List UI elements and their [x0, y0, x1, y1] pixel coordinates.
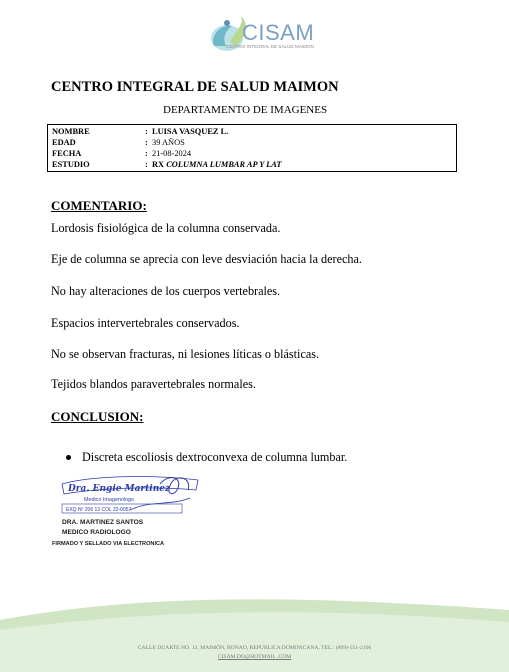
name-label: NOMBRE — [52, 127, 90, 136]
stamp-exequatur: EXQ Nº 206 13 COL 22-0057 — [66, 507, 132, 513]
footer-address: CALLE DUARTE NO. 13, MAIMÓN, BONAO, REPUBLICA DOMINICANA, TEL.: (809)-551-2106 — [137, 645, 372, 651]
date-colon: : — [145, 149, 148, 158]
doctor-block — [62, 518, 143, 537]
study-colon: : — [145, 160, 148, 169]
footer-email[interactable]: CISAM.DO@HOTMAIL .COM — [217, 654, 292, 660]
comment-line: No hay alteraciones de los cuerpos vertebrales. — [51, 284, 281, 298]
name-colon: : — [145, 127, 148, 136]
doctor-title: MEDICO RADIOLOGO — [62, 528, 131, 536]
age-colon: : — [145, 138, 148, 147]
department-title: DEPARTAMENTO DE IMAGENES — [163, 104, 328, 116]
logo-subtitle: CENTRO INTEGRAL DE SALUD MAIMON — [226, 44, 314, 49]
patient-info-box — [47, 124, 457, 172]
stamp-name: Dra. Engie Martinez — [68, 484, 171, 494]
comment-line: Espacios intervertebrales conservados. — [51, 316, 240, 330]
study-name: COLUMNA LUMBAR AP Y LAT — [166, 160, 282, 169]
date-label: FECHA — [52, 149, 82, 158]
comment-line: Lordosis fisiológica de la columna conservada. — [51, 221, 281, 235]
age-label: EDAD — [52, 138, 76, 147]
date-value: 21-08-2024 — [152, 149, 192, 158]
doctor-name: DRA. MARTINEZ SANTOS — [62, 519, 144, 526]
comment-line: Eje de columna se aprecia con leve desviación hacia la derecha. — [51, 252, 362, 266]
comment-line: No se observan fracturas, ni lesiones líticas o blásticas. — [51, 347, 320, 361]
signature-stamp — [60, 470, 200, 520]
conclusion-text: Discreta escoliosis dextroconvexa de columna lumbar. — [82, 450, 348, 464]
study-value — [152, 160, 281, 169]
comment-heading: COMENTARIO: — [51, 198, 147, 213]
page-title: CENTRO INTEGRAL DE SALUD MAIMON — [51, 79, 339, 95]
age-value: 39 AÑOS — [152, 138, 185, 147]
logo-wordmark: CISAM — [242, 20, 315, 45]
stamp-title: Medico Imagenologo — [84, 497, 135, 503]
conclusion-heading: CONCLUSION: — [51, 409, 144, 424]
comment-line: Tejidos blandos paravertebrales normales. — [51, 377, 256, 391]
signed-note: FIRMADO Y SELLADO VIA ELECTRONICA — [52, 541, 165, 547]
study-prefix: RX — [152, 160, 165, 169]
study-label: ESTUDIO — [52, 160, 90, 169]
bullet-icon — [66, 455, 71, 460]
name-value: LUISA VASQUEZ L. — [152, 127, 229, 136]
